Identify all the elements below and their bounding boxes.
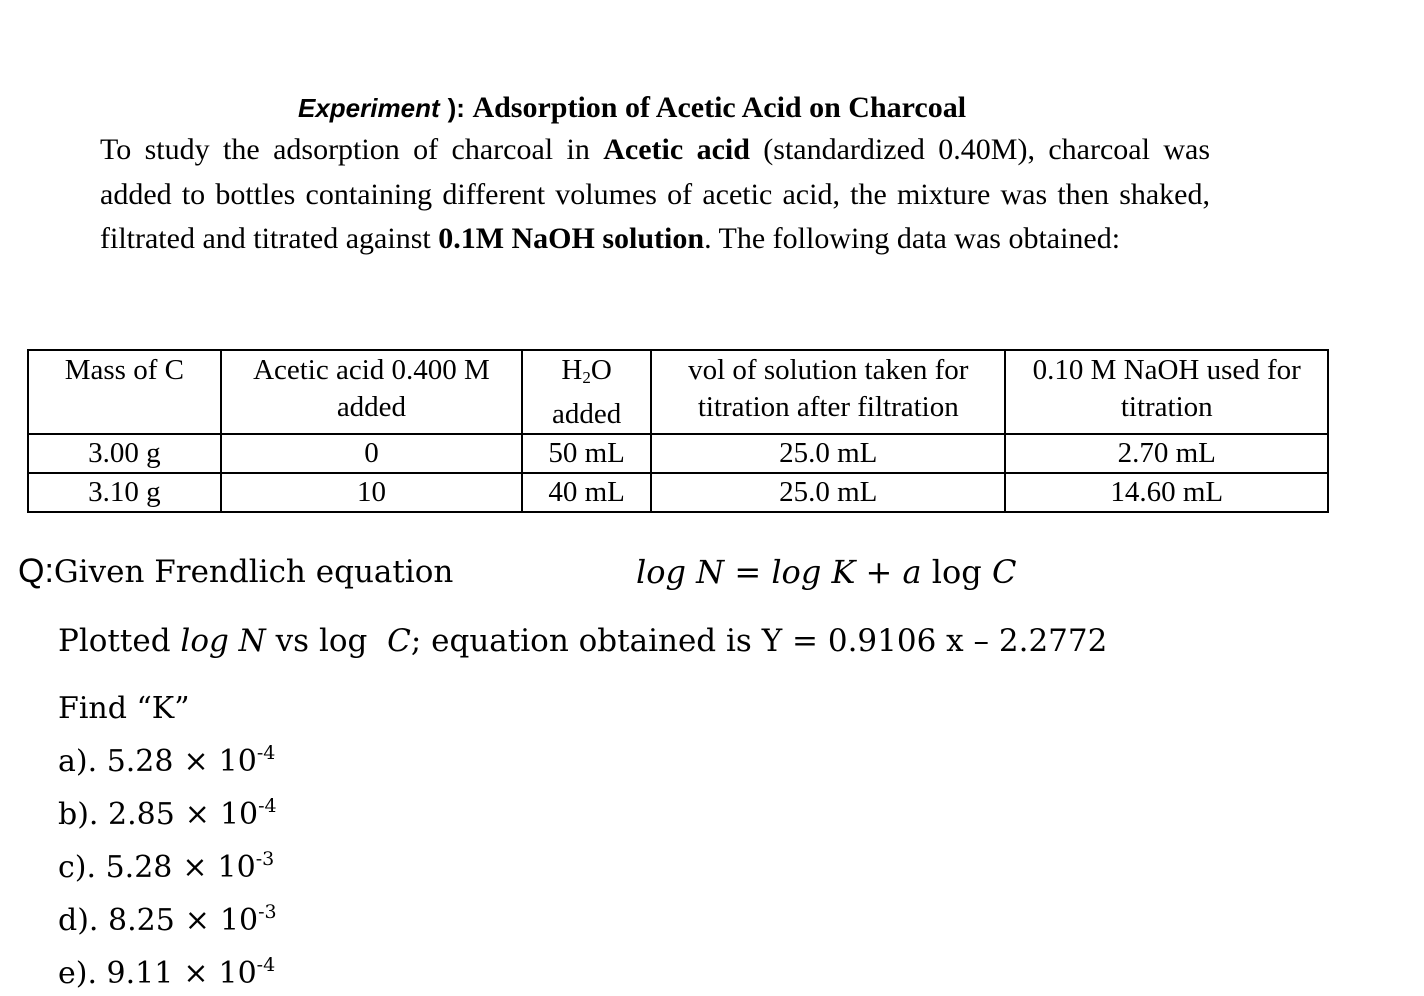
find-k-prompt: Find “K”	[58, 691, 190, 726]
plotted-c: C	[387, 623, 411, 659]
freundlich-equation	[636, 550, 1016, 594]
intro-text-1: To study the adsorption of charcoal in	[100, 133, 604, 166]
intro-bold-acetic: Acetic acid	[603, 133, 750, 166]
header-naoh: 0.10 M NaOH used for titration	[1005, 350, 1328, 434]
plotted-logn: log N	[180, 623, 266, 659]
header-mass: Mass of C	[28, 350, 221, 434]
cell-vol: 25.0 mL	[651, 473, 1005, 512]
plotted-log: log	[318, 623, 368, 659]
data-table	[27, 349, 1329, 513]
intro-paragraph	[92, 128, 1210, 262]
option-a[interactable]: a). $5.28 \times 10^{-4}$	[58, 742, 276, 779]
experiment-title	[298, 88, 966, 128]
plotted-suffix: ; equation obtained is	[410, 623, 752, 659]
intro-text-2: (standardized 0.40M), charcoal was added to bottles containing different volumes of acetic acid, the mixture was then shaked, filtrated and titrated against	[100, 133, 1210, 255]
table-row	[28, 473, 1328, 512]
experiment-title-text: Adsorption of Acetic Acid on Charcoal	[472, 91, 967, 124]
option-b[interactable]: b). $2.85 \times 10^{-4}$	[58, 795, 277, 832]
eq-equals: =	[734, 553, 762, 591]
intro-bold-naoh: 0.1M NaOH solution	[438, 222, 705, 255]
cell-mass: 3.10 g	[28, 473, 221, 512]
eq-log: log	[931, 553, 982, 591]
option-e[interactable]: e). $9.11 \times 10^{-4}$	[58, 954, 276, 991]
eq-plus: +	[865, 553, 893, 591]
eq-rhs-logk: log K	[771, 553, 856, 591]
cell-mass: 3.00 g	[28, 434, 221, 473]
header-acetic: Acetic acid 0.400 M added	[221, 350, 522, 434]
header-h2o: $H_2O$ added	[522, 350, 651, 434]
eq-a: a	[902, 553, 922, 591]
cell-naoh: 2.70 mL	[1005, 434, 1328, 473]
cell-water: 50 mL	[522, 434, 651, 473]
question-label: Q:	[18, 552, 54, 590]
experiment-number: ):	[447, 93, 465, 123]
header-vol: vol of solution taken for titration after filtration	[651, 350, 1005, 434]
experiment-word: Experiment	[298, 93, 440, 123]
table-row	[28, 434, 1328, 473]
cell-vol: 25.0 mL	[651, 434, 1005, 473]
answer-options	[58, 731, 277, 996]
cell-water: 40 mL	[522, 473, 651, 512]
plotted-equation: Y = 0.9106 x – 2.2772	[761, 623, 1108, 659]
cell-acetic: 0	[221, 434, 522, 473]
table-header-row	[28, 350, 1328, 434]
eq-lhs: log N	[636, 553, 725, 591]
option-d[interactable]: d). $8.25 \times 10^{-3}$	[58, 901, 277, 938]
plotted-vs: vs	[275, 623, 310, 659]
cell-acetic: 10	[221, 473, 522, 512]
plotted-prefix: Plotted	[58, 623, 171, 659]
question-line	[18, 548, 453, 595]
cell-naoh: 14.60 mL	[1005, 473, 1328, 512]
question-text: Given Frendlich equation	[53, 554, 454, 590]
option-c[interactable]: c). $5.28 \times 10^{-3}$	[58, 848, 275, 885]
eq-c: C	[991, 553, 1017, 591]
intro-text-3: . The following data was obtained:	[704, 222, 1121, 255]
plotted-line	[58, 618, 1107, 664]
